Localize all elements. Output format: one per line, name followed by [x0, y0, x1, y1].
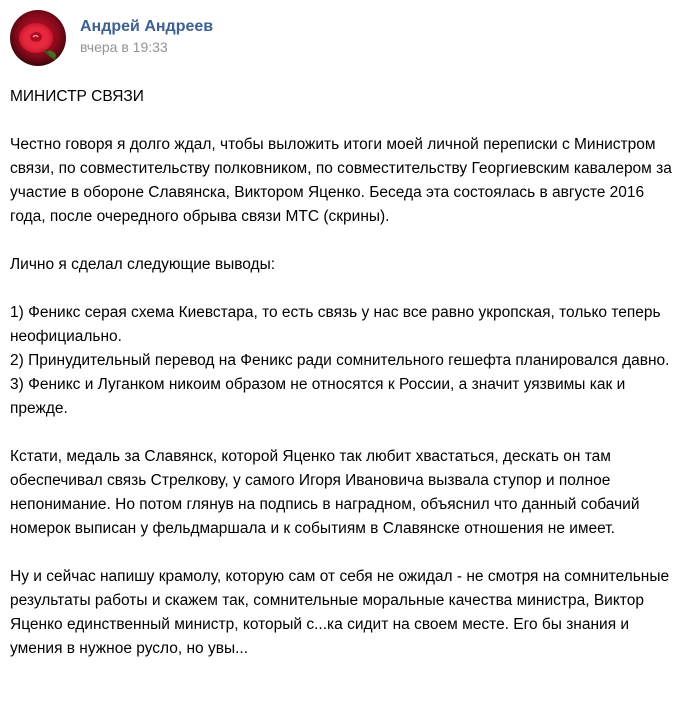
red-rose-avatar-icon[interactable]: [10, 10, 66, 66]
conclusion-item: 1) Феникс серая схема Киевстара, то есть связь у нас все равно укропская, только теперь неофициально.: [10, 304, 661, 345]
post-timestamp-link[interactable]: вчера в 19:33: [80, 39, 168, 55]
post-paragraph: Лично я сделал следующие выводы:: [10, 256, 276, 273]
conclusion-item: 3) Феникс и Луганком никоим образом не относятся к России, а значит уязвимы как и прежде.: [10, 376, 626, 417]
conclusion-item: 2) Принудительный перевод на Феникс ради сомнительного гешефта планировался давно.: [10, 352, 670, 369]
post-title: МИНИСТР СВЯЗИ: [10, 88, 144, 105]
post-paragraph: Кстати, медаль за Славянск, которой Яценко так любит хвастаться, дескать он там обеспечивал связь Стрелкову, у самого Игоря Ивановича вызвала ступор и полное непонимание. Но потом глянув на подпись в наградном, объяснил что данный собачий номерок выписан у фельдмаршала и к событиям в Славянске отношения не имеет.: [10, 448, 640, 537]
author-name-link[interactable]: Андрей Андреев: [80, 18, 214, 35]
post-text: [10, 85, 675, 685]
post-paragraph: Ну и сейчас напишу крамолу, которую сам от себя не ожидал - не смотря на сомнительные результаты работы и скажем так, сомнительные моральные качества министра, Виктор Яценко единственный министр, который с...ка сидит на своем месте. Его бы знания и умения в нужное русло, но увы...: [10, 568, 670, 657]
post-paragraph: Честно говоря я долго ждал, чтобы выложить итоги моей личной переписки с Министром связи, по совместительству полковником, по совместительству Георгиевским кавалером за участие в обороне Славянска, Виктором Яценко. Беседа эта состоялась в августе 2016 года, после очередного обрыва связи МТС (скрины).: [10, 136, 672, 225]
